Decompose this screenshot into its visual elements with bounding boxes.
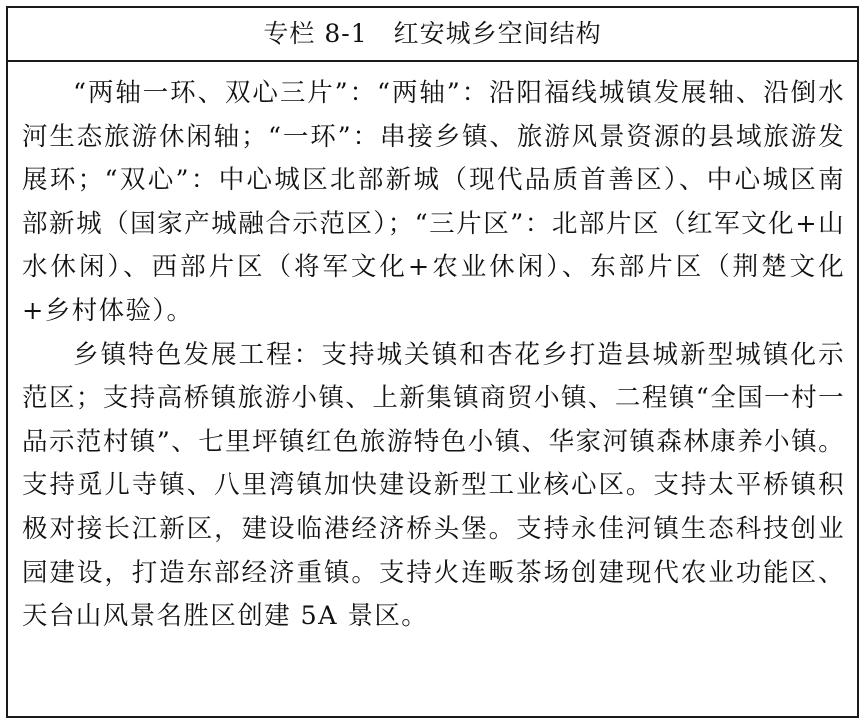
box-title: 专栏 8-1 红安城乡空间结构 (8, 8, 857, 62)
box-body (8, 62, 857, 639)
column-box (6, 6, 859, 718)
paragraph-spatial-structure: “两轴一环、双心三片”：“两轴”：沿阳福线城镇发展轴、沿倒水河生态旅游休闲轴；“一环”：串接乡镇、旅游风景资源的县域旅游发展环；“双心”：中心城区北部新城（现代品质首善区）、中心城区南部新城（国家产城融合示范区）；“三片区”：北部片区（红军文化+山水休闲）、西部片区（将军文化+农业休闲）、东部片区（荆楚文化+乡村体验）。 (22, 78, 845, 326)
paragraph-town-projects: 乡镇特色发展工程：支持城关镇和杏花乡打造县城新型城镇化示范区；支持高桥镇旅游小镇、上新集镇商贸小镇、二程镇“全国一村一品示范村镇”、七里坪镇红色旅游特色小镇、华家河镇森林康养小镇。支持觅儿寺镇、八里湾镇加快建设新型工业核心区。支持太平桥镇积极对接长江新区，建设临港经济桥头堡。支持永佳河镇生态科技创业园建设，打造东部经济重镇。支持火连畈茶场创建现代农业功能区、天台山风景名胜区创建 5A 景区。 (22, 339, 845, 632)
